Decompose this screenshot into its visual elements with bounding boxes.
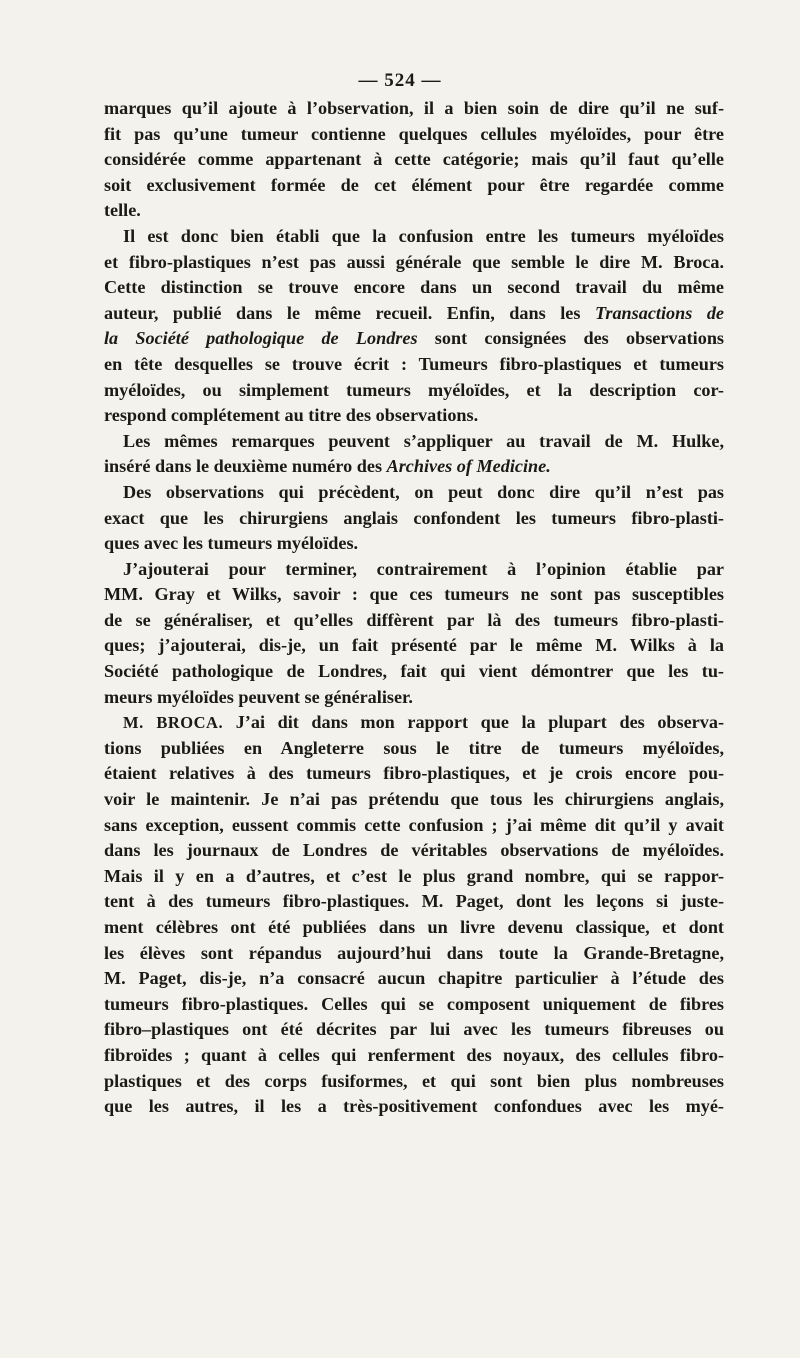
text-line [104,915,724,941]
line-text: auteur, publié dans le même recueil. Enfin, dans les Transactions de [104,302,724,323]
text-line [104,480,724,506]
text-line [104,224,724,250]
text-line [104,787,724,813]
text-line [104,557,724,583]
text-line [104,147,724,173]
speaker-name: M. BROCA. [123,713,224,733]
text-line [104,941,724,967]
text-line [104,685,724,711]
text-line [104,275,724,301]
text-line [104,454,724,480]
text-line [104,864,724,890]
line-text: ment célèbres ont été publiées dans un livre devenu classique, et dont [104,917,724,937]
text-line [104,582,724,608]
text-line [104,966,724,992]
text-line [104,250,724,276]
line-text: que les autres, il les a très-positivement confondues avec les myé- [104,1096,724,1117]
line-text: J’ai dit dans mon rapport que la plupart des observa- [235,712,724,733]
line-text: J’ajouterai pour terminer, contrairement à l’opinion établie par [123,558,724,579]
line-text: la Société pathologique de Londres sont consignées des observations [104,328,724,349]
line-text: plastiques et des corps fusiformes, et qui sont bien plus nombreuses [104,1070,724,1091]
line-text: Mais il y en a d’autres, et c’est le plus grand nombre, qui se rappor- [104,865,724,886]
line-text: Des observations qui précèdent, on peut donc dire qu’il n’est pas [123,481,724,502]
line-text: M. Paget, dis-je, n’a consacré aucun chapitre particulier à l’étude des [104,968,724,989]
line-text: ques; j’ajouterai, dis-je, un fait présenté par le même M. Wilks à la [104,635,724,656]
text-line [104,813,724,839]
line-text: en tête desquelles se trouve écrit : Tumeurs fibro-plastiques et tumeurs [104,353,724,374]
line-text: Il est donc bien établi que la confusion entre les tumeurs myéloïdes [123,225,724,246]
line-text: et fibro-plastiques n’est pas aussi générale que semble le dire M. Broca. [104,251,724,272]
text-line [104,96,724,122]
line-text: voir le maintenir. Je n’ai pas prétendu que tous les chirurgiens anglais, [104,789,724,810]
line-text: les élèves sont répandus aujourd’hui dans toute la Grande-Bretagne, [104,942,724,963]
line-text: Société pathologique de Londres, fait qui vient démontrer que les tu- [104,661,724,682]
text-line [104,1043,724,1069]
text-line [104,173,724,199]
text-line [104,992,724,1018]
text-line [104,1094,724,1120]
line-text: fibro–plastiques ont été décrites par lui avec les tumeurs fibreuses ou [104,1019,724,1040]
text-line [104,429,724,455]
text-line [104,608,724,634]
text-line [104,506,724,532]
line-text: de se généraliser, et qu’elles diffèrent par là des tumeurs fibro-plasti- [104,609,724,630]
text-line [104,378,724,404]
line-text: fibroïdes ; quant à celles qui renferment des noyaux, des cellules fibro- [104,1044,724,1065]
page-number: — 524 — [358,70,442,91]
text-line [104,659,724,685]
line-text: telle. [104,200,141,221]
line-text: considérée comme appartenant à cette catégorie; mais qu’il faut qu’elle [104,149,724,170]
line-text: sans exception, eussent commis cette confusion ; j’ai même dit qu’il y avait [104,814,724,835]
line-text: inséré dans le deuxième numéro des Archives of Medicine. [104,456,551,477]
body-text [104,96,724,1120]
line-text: tumeurs fibro-plastiques. Celles qui se composent uniquement de fibres [104,993,724,1014]
line-text: Les mêmes remarques peuvent s’appliquer au travail de M. Hulke, [123,430,724,451]
line-text: ques avec les tumeurs myéloïdes. [104,533,359,554]
text-line [104,1069,724,1095]
text-line [104,889,724,915]
text-line [104,301,724,327]
text-line [104,198,724,224]
text-line [104,531,724,557]
line-text: fit pas qu’une tumeur contienne quelques cellules myéloïdes, pour être [104,123,724,144]
line-text: Cette distinction se trouve encore dans un second travail du même [104,277,724,298]
line-text: myéloïdes, ou simplement tumeurs myéloïdes, et la description cor- [104,379,724,400]
line-text: exact que les chirurgiens anglais confondent les tumeurs fibro-plasti- [104,507,724,528]
text-line [104,710,724,736]
line-text: dans les journaux de Londres de véritables observations de myéloïdes. [104,840,724,861]
line-text: tions publiées en Angleterre sous le titre de tumeurs myéloïdes, [104,737,724,758]
text-line [104,122,724,148]
text-line [104,633,724,659]
line-text: soit exclusivement formée de cet élément pour être regardée comme [104,174,724,195]
text-line [104,761,724,787]
text-line [104,736,724,762]
text-line [104,838,724,864]
line-text: marques qu’il ajoute à l’observation, il a bien soin de dire qu’il ne suf- [104,98,724,118]
text-line [104,352,724,378]
line-text: meurs myéloïdes peuvent se généraliser. [104,686,413,707]
line-text: MM. Gray et Wilks, savoir : que ces tumeurs ne sont pas susceptibles [104,584,724,605]
text-line [104,326,724,352]
text-line [104,1017,724,1043]
line-text: respond complétement au titre des observations. [104,405,479,426]
line-text: tent à des tumeurs fibro-plastiques. M. Paget, dont les leçons si juste- [104,891,724,912]
text-line [104,403,724,429]
line-text: étaient relatives à des tumeurs fibro-plastiques, et je crois encore pou- [104,763,724,784]
